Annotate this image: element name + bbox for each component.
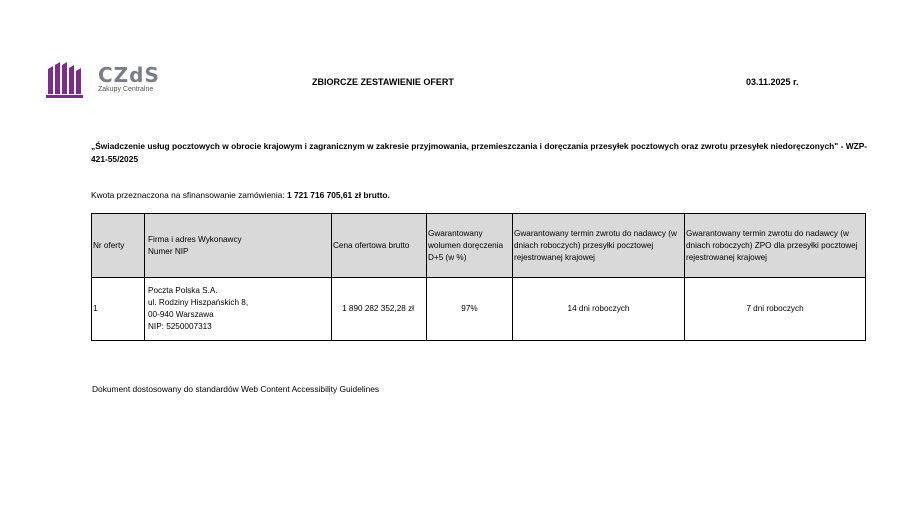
budget-line (91, 190, 390, 200)
header-return-term-zpo: Gwarantowany termin zwrotu do nadawcy (w dniach roboczych) ZPO dla przesyłki pocztowej rejestrowanej krajowej (685, 214, 866, 278)
offers-table (91, 213, 866, 341)
firm-street: ul. Rodziny Hiszpańskich 8, (148, 298, 249, 307)
header-firm-line2: Numer NIP (148, 246, 189, 256)
header-offer-number: Nr oferty (92, 214, 145, 278)
cell-guarantee-volume: 97% (427, 278, 513, 341)
table-header-row (92, 214, 866, 278)
header-firm-line1: Firma i adres Wykonawcy (148, 234, 242, 244)
cell-return-term: 14 dni roboczych (513, 278, 685, 341)
document-date: 03.11.2025 r. (746, 77, 799, 87)
cell-price: 1 890 282 352,28 zł (332, 278, 427, 341)
firm-nip: NIP: 5250007313 (148, 322, 212, 331)
procurement-subject: „Świadczenie usług pocztowych w obrocie krajowym i zagranicznym w zakresie przyjmowania, przemieszczania i doręczania przesyłek pocztowych oraz zwrotu przesyłek niedoręczonych" - WZP-421-55/2025 (91, 141, 868, 164)
logo-subtitle: Zakupy Centralne (98, 86, 154, 93)
cell-firm (145, 278, 332, 341)
czds-logo-mark-icon (46, 60, 90, 100)
czds-logo (46, 60, 171, 100)
page-title: ZBIORCZE ZESTAWIENIE OFERT (312, 77, 454, 87)
table-row (92, 278, 866, 341)
firm-name: Poczta Polska S.A. (148, 286, 218, 295)
header-guarantee-volume: Gwarantowany wolumen doręczenia D+5 (w %) (427, 214, 513, 278)
logo-name: CZdS (98, 63, 160, 87)
budget-label: Kwota przeznaczona na sfinansowanie zamówienia: (91, 190, 285, 200)
firm-city: 00-940 Warszawa (148, 310, 214, 319)
header-firm (145, 214, 332, 278)
cell-return-term-zpo: 7 dni roboczych (685, 278, 866, 341)
accessibility-note: Dokument dostosowany do standardów Web Content Accessibility Guidelines (92, 384, 380, 394)
budget-amount: 1 721 716 705,61 zł brutto. (287, 190, 390, 200)
cell-offer-number: 1 (92, 278, 145, 341)
header-price: Cena ofertowa brutto (332, 214, 427, 278)
header-return-term: Gwarantowany termin zwrotu do nadawcy (w dniach roboczych) przesyłki pocztowej rejestrowanej krajowej (513, 214, 685, 278)
